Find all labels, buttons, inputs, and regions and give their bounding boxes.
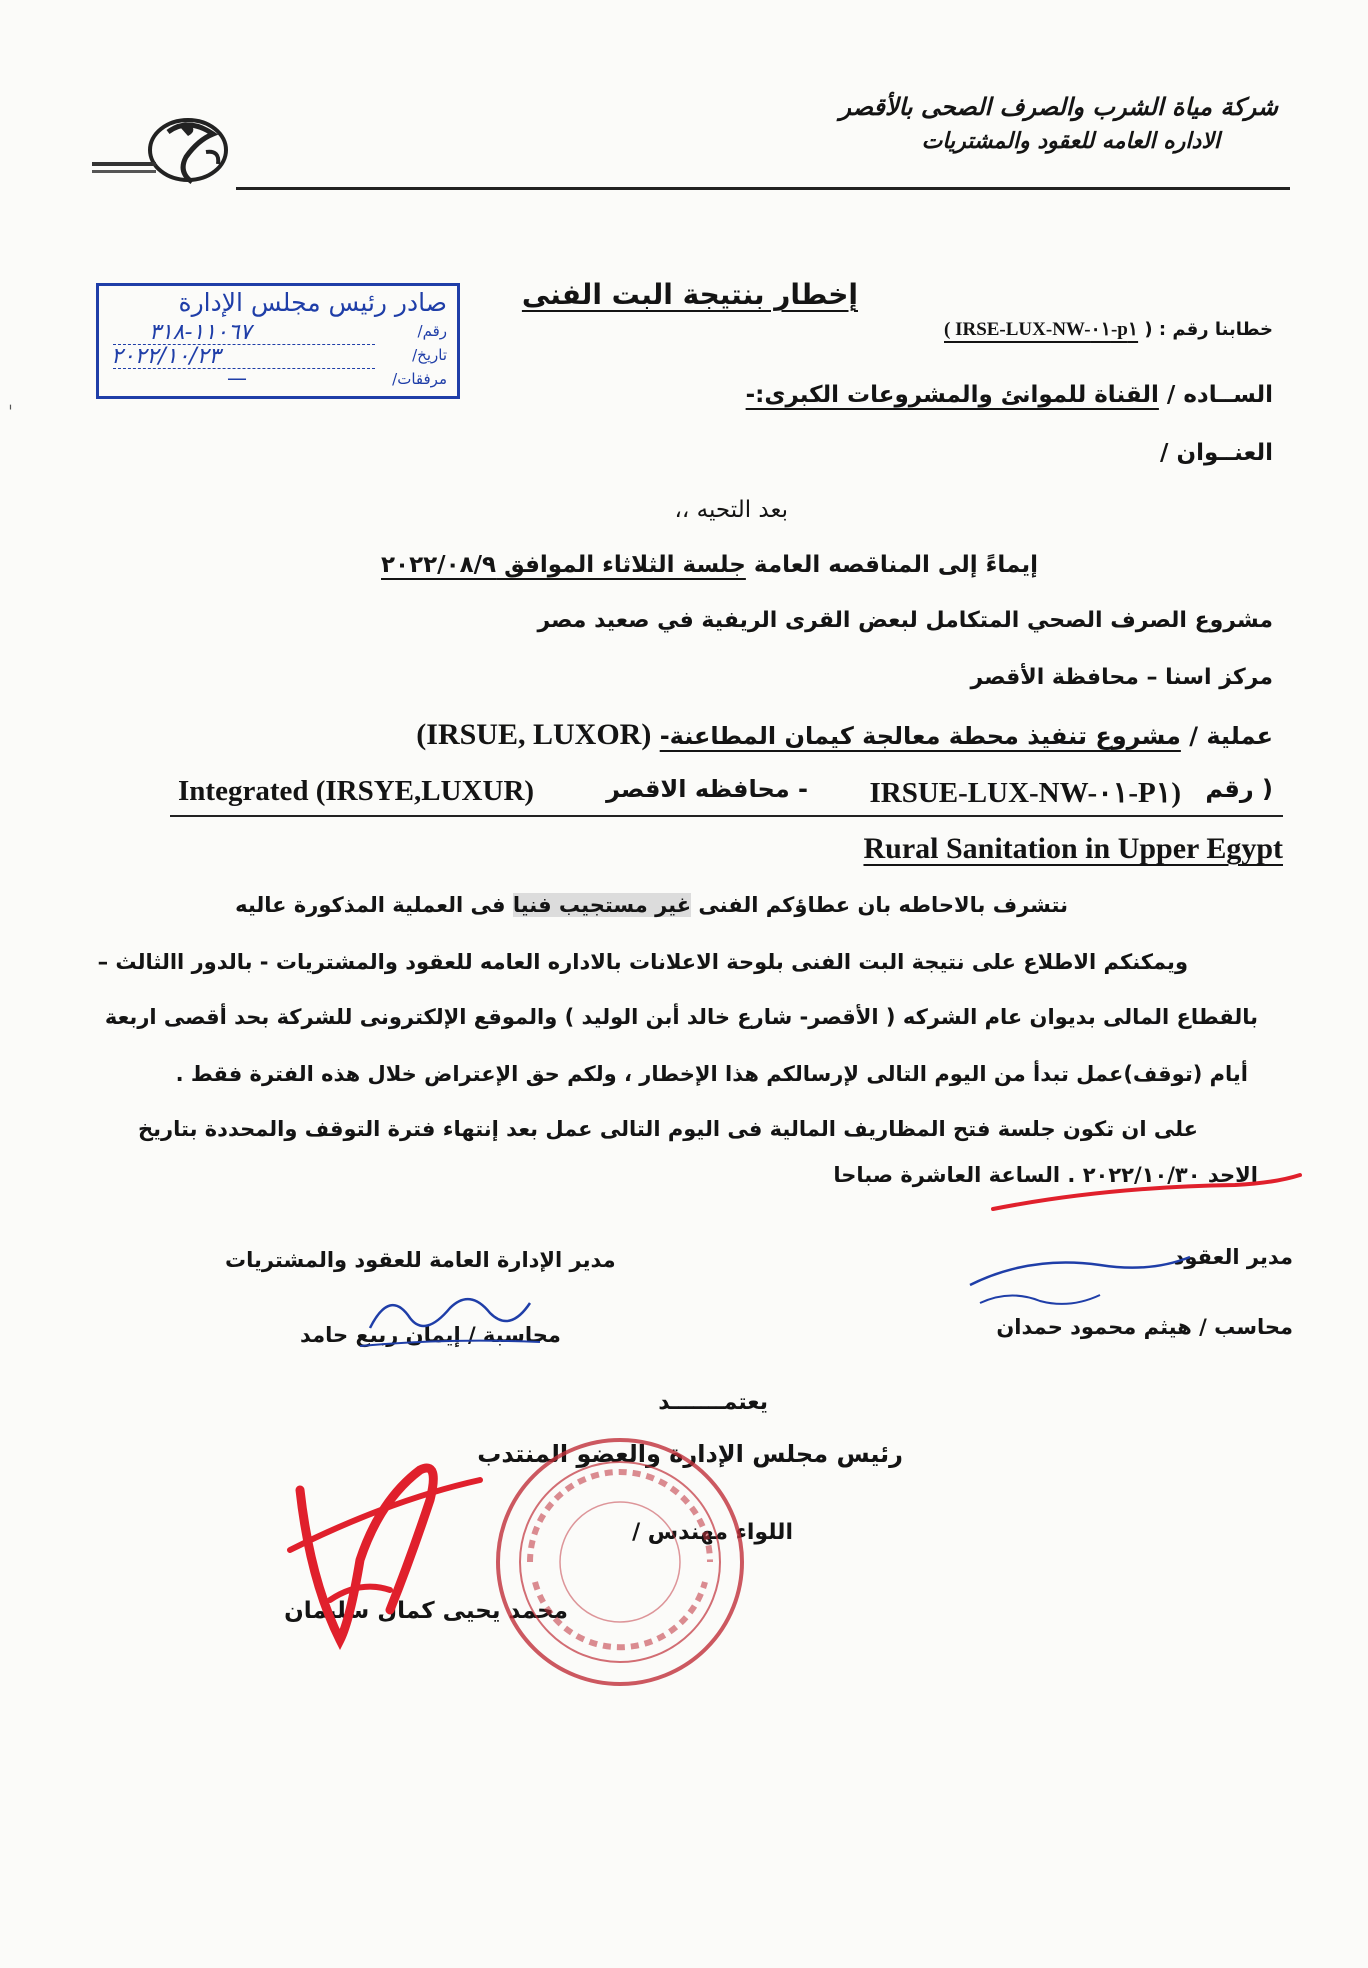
letter-reference (944, 318, 1273, 341)
chairman-signature (270, 1440, 500, 1670)
issue-stamp (96, 283, 460, 399)
stamp-title: صادر رئيس مجلس الإدارة (178, 288, 447, 317)
body-line-1-start: نتشرف بالاحاطه بان عطاؤكم الفنى (698, 893, 1068, 917)
session-day: الاحد (1207, 1163, 1258, 1187)
operation-label: عملية / (1189, 722, 1273, 750)
session-date: ٢٠٢٢/١٠/٣٠ (1082, 1163, 1201, 1187)
body-line-1-highlight: غير مستجيب فنيا (512, 893, 692, 917)
stamp-attachments-value: — (227, 366, 247, 390)
gm-title: مدير الإدارة العامة للعقود والمشتريات (225, 1248, 616, 1272)
operation-value: مشروع تنفيذ محطة معالجة كيمان المطاعنة- (659, 722, 1181, 750)
reference-prefix: إيماءً إلى المناقصه العامة (753, 552, 1038, 578)
address-label: العنــوان / (1160, 440, 1273, 466)
chairman-title: رئيس مجلس الإدارة والعضو المنتدب (477, 1440, 903, 1468)
general-engineer-label: اللواء مهندس / (632, 1520, 793, 1545)
approve-label: يعتمـــــــد (658, 1390, 768, 1415)
red-underline-mark (985, 1167, 1305, 1217)
body-line-4: أيام (توقف)عمل تبدأ من اليوم التالى لإرسالكم هذا الإخطار ، ولكم حق الإعتراض خلال هذه الفترة فقط . (175, 1062, 1248, 1086)
company-seal (490, 1432, 750, 1692)
header-divider (236, 187, 1290, 190)
company-logo (88, 112, 238, 190)
greeting: بعد التحيه ،، (674, 497, 788, 523)
recipient-line (746, 382, 1273, 408)
stamp-dotted-line (113, 344, 375, 345)
gm-signature (330, 1268, 590, 1358)
code-en: Integrated (IRSYE,LUXUR) (178, 775, 535, 807)
stamp-date-label: تاريخ/ (412, 346, 447, 364)
stamp-dotted-line (113, 368, 375, 369)
project-name: مشروع الصرف الصحي المتكامل لبعض القرى الريفية في صعيد مصر (537, 608, 1273, 633)
recipient-label: الســاده / (1166, 382, 1273, 408)
letter-ref-label: خطابنا رقم : ( (1144, 319, 1273, 340)
reference-line (381, 552, 1038, 578)
rural-sanitation-line: Rural Sanitation in Upper Egypt (863, 832, 1283, 865)
code-line-underline (170, 815, 1283, 817)
code-ar-2: - محافظه الاقصر (606, 775, 808, 803)
contracts-manager-signature (950, 1245, 1210, 1315)
stamp-date-value: ٢٠٢٢/١٠/٢٣ (111, 344, 221, 369)
gm-name: محاسبة / إيمان ربيع حامد (300, 1323, 561, 1347)
code-value: IRSUE-LUX-NW-٠١-P١) (869, 777, 1181, 809)
operation-line (416, 718, 1273, 752)
document-title: إخطار بنتيجة البت الفنى (521, 278, 858, 311)
stamp-attachments-label: مرفقات/ (392, 370, 447, 388)
company-name: شركة مياة الشرب والصرف الصحى بالأقصر (839, 92, 1278, 121)
reference-session: جلسة الثلاثاء الموافق ٢٠٢٢/٠٨/٩ (381, 552, 746, 578)
body-line-1-end: فى العملية المذكورة عاليه (235, 893, 506, 917)
session-time: . الساعة العاشرة صباحا (833, 1163, 1076, 1187)
stamp-ref-value: ١١٠٦٧-٣١٨ (149, 320, 252, 345)
letter-ref-code: ( IRSE-LUX-NW-٠١-p١ (944, 319, 1139, 340)
body-line-1 (235, 893, 1068, 917)
stamp-ref-label: رقم/ (417, 322, 447, 340)
body-line-2: ويمكنكم الاطلاع على نتيجة البت الفنى بلوحة الاعلانات بالاداره العامه للعقود والمشتريات - بالدور االثالث – (97, 950, 1188, 974)
contracts-manager-title: مدير العقود (1173, 1245, 1293, 1269)
body-line-5: على ان تكون جلسة فتح المظاريف المالية فى اليوم التالى عمل بعد إنتهاء فترة التوقف والمحددة بتاريخ (138, 1117, 1198, 1141)
operation-en: (IRSUE, LUXOR) (416, 718, 652, 751)
recipient-value: القناة للموانئ والمشروعات الكبرى:- (745, 382, 1159, 408)
department-name: الاداره العامه للعقود والمشتريات (921, 128, 1220, 154)
body-line-3: بالقطاع المالى بديوان عام الشركه ( الأقصر- شارع خالد أبن الوليد ) والموقع الإلكترونى للشركة بحد أقصى اربعة (104, 1005, 1258, 1029)
code-ar-1: ( رقم (1205, 775, 1273, 803)
project-center: مركز اسنا – محافظة الأقصر (970, 665, 1273, 690)
margin-mark: ˈ (8, 402, 13, 423)
contracts-manager-name: محاسب / هيثم محمود حمدان (996, 1315, 1293, 1339)
chairman-name: محمد يحيى كمال سليمان (284, 1598, 568, 1624)
